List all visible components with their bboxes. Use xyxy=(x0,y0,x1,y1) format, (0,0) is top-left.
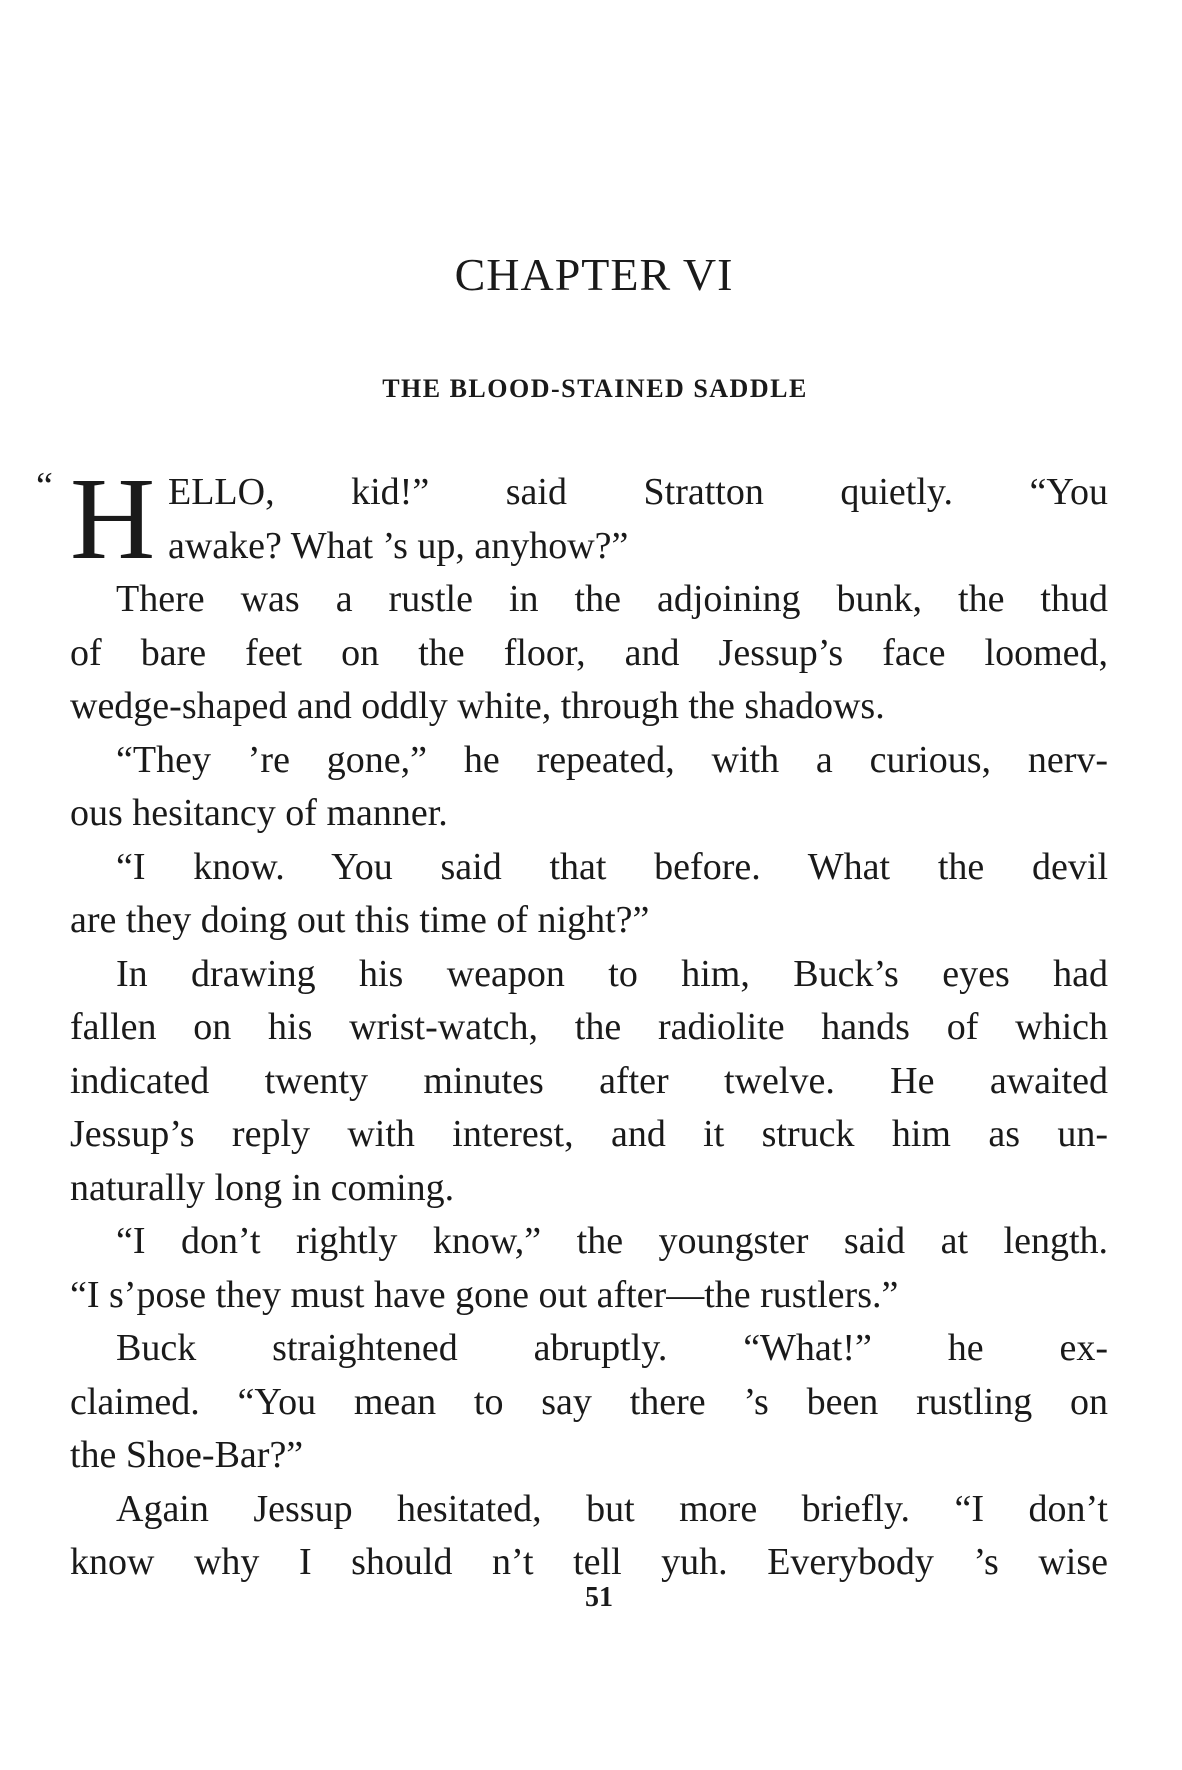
text-line: are they doing out this time of night?” xyxy=(70,899,650,941)
text-line: know why I should n’t tell yuh. Everybody ’s wise xyxy=(70,1541,1108,1583)
text-line: “They ’re gone,” he repeated, with a curious, nerv- xyxy=(116,738,1108,781)
chapter-number: CHAPTER VI xyxy=(454,249,734,300)
text-line: In drawing his weapon to him, Buck’s eyes had xyxy=(116,952,1108,995)
text-line: claimed. “You mean to say there ’s been rustling on xyxy=(70,1380,1108,1423)
text-line: the Shoe-Bar?” xyxy=(70,1434,304,1476)
chapter-title: THE BLOOD-STAINED SADDLE xyxy=(382,374,808,403)
text-line: “I s’pose they must have gone out after—the rustlers.” xyxy=(70,1273,899,1316)
text-line: ous hesitancy of manner. xyxy=(70,792,448,834)
drop-cap: H xyxy=(70,453,156,584)
text-line: There was a rustle in the adjoining bunk, the thud xyxy=(116,578,1108,620)
page-number: 51 xyxy=(585,1582,613,1613)
body-text xyxy=(36,453,1108,1590)
text-line: ELLO, kid!” said Stratton quietly. “You xyxy=(168,471,1108,513)
text-line: naturally long in coming. xyxy=(70,1166,455,1209)
text-line: Jessup’s reply with interest, and it struck him as un- xyxy=(70,1113,1108,1155)
text-line: wedge-shaped and oddly white, through the shadows. xyxy=(70,685,885,727)
text-line: “I don’t rightly know,” the youngster said at length. xyxy=(116,1220,1108,1262)
text-line: Again Jessup hesitated, but more briefly. “I don’t xyxy=(116,1487,1108,1530)
text-line: Buck straightened abruptly. “What!” he ex- xyxy=(116,1327,1108,1369)
text-line: indicated twenty minutes after twelve. He awaited xyxy=(70,1059,1108,1102)
text-line: of bare feet on the floor, and Jessup’s face loomed, xyxy=(70,631,1108,674)
opening-quote-mark: “ xyxy=(36,465,53,507)
text-line: awake? What ’s up, anyhow?” xyxy=(168,524,629,567)
opening-paragraph xyxy=(36,453,1108,584)
text-line: “I know. You said that before. What the devil xyxy=(116,845,1108,888)
text-line: fallen on his wrist-watch, the radiolite hands of which xyxy=(70,1006,1108,1048)
